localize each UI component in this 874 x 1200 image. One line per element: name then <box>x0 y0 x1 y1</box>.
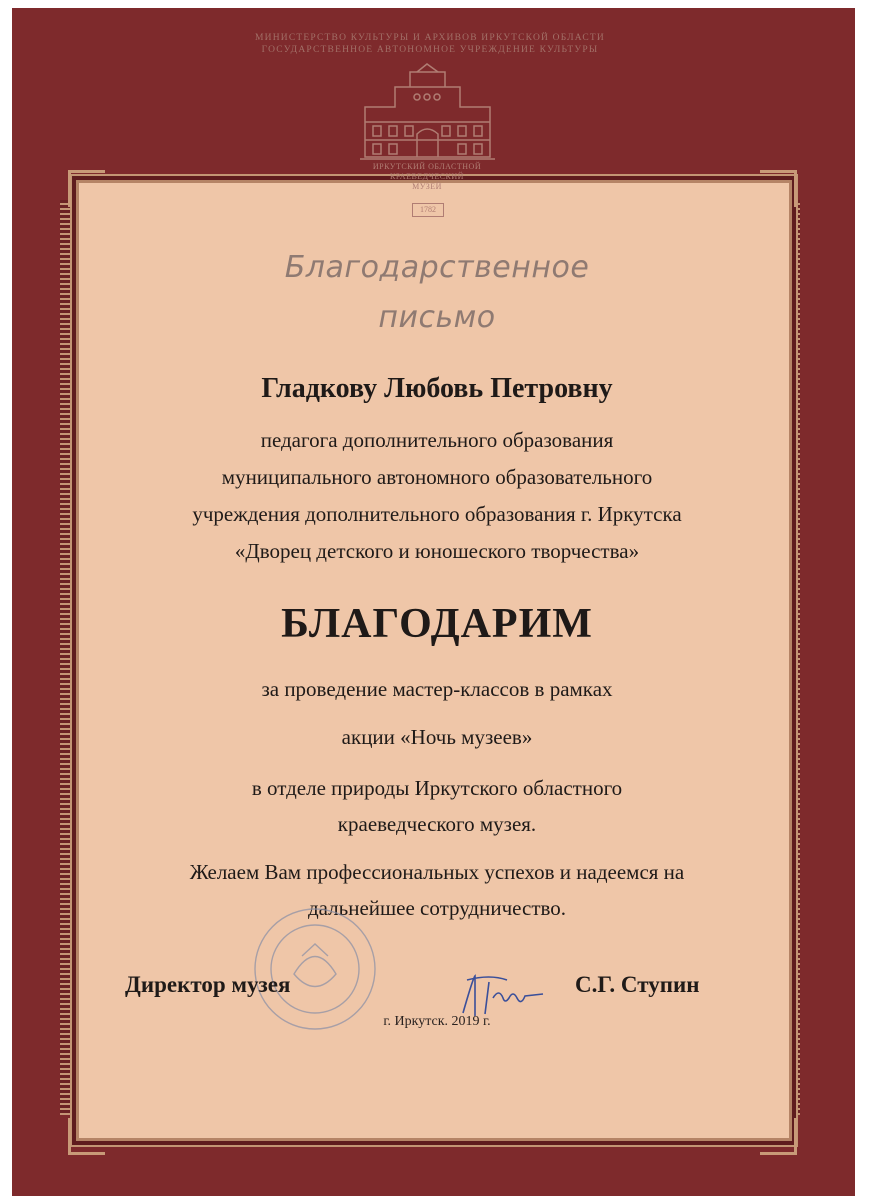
document-title-line-1: Благодарственное <box>284 250 590 285</box>
document-title-line-2: письмо <box>378 300 496 335</box>
issuer-line-2: ГОСУДАРСТВЕННОЕ АВТОНОМНОЕ УЧРЕЖДЕНИЕ КУЛЬТУРЫ <box>261 45 599 55</box>
museum-caption <box>358 162 496 192</box>
reason-line-4: краеведческого музея. <box>337 812 537 836</box>
issuer-line-1: МИНИСТЕРСТВО КУЛЬТУРЫ И АРХИВОВ ИРКУТСКОЙ ОБЛАСТИ <box>255 33 605 43</box>
wishes-line-1: Желаем Вам профессиональных успехов и надеемся на <box>189 860 685 884</box>
reason-line-3: в отделе природы Иркутского областного <box>251 776 623 800</box>
frame-corner-top-left <box>68 170 105 207</box>
reason-line-2: акции «Ночь музеев» <box>341 725 533 749</box>
recipient-name: Гладкову Любовь Петровну <box>261 373 613 404</box>
museum-building-icon <box>355 62 500 222</box>
recipient-position-line-2: муниципального автономного образовательного <box>221 465 653 489</box>
recipient-position-line-3: учреждения дополнительного образования г. Иркутска <box>192 502 682 526</box>
museum-caption-line-3: МУЗЕЙ <box>412 182 442 191</box>
museum-caption-line-2: КРАЕВЕДЧЕСКИЙ <box>390 172 464 181</box>
frame-corner-bottom-left <box>68 1118 105 1155</box>
signer-name: С.Г. Ступин <box>575 972 700 997</box>
thanks-heading: БЛАГОДАРИМ <box>281 601 593 647</box>
frame-corner-top-right <box>760 170 797 207</box>
recipient-position-line-4: «Дворец детского и юношеского творчества» <box>234 539 640 563</box>
frame-corner-bottom-right <box>760 1118 797 1155</box>
signer-position: Директор музея <box>125 972 291 997</box>
museum-year: 1782 <box>412 203 444 217</box>
ornament-band-left <box>60 200 70 1115</box>
recipient-position-line-1: педагога дополнительного образования <box>260 428 614 452</box>
reason-line-1: за проведение мастер-классов в рамках <box>261 677 613 701</box>
wishes-line-2: дальнейшее сотрудничество. <box>307 896 567 920</box>
museum-caption-line-1: ИРКУТСКИЙ ОБЛАСТНОЙ <box>372 162 482 171</box>
place-and-date: г. Иркутск. 2019 г. <box>383 1014 491 1029</box>
issuer-header <box>200 32 660 56</box>
